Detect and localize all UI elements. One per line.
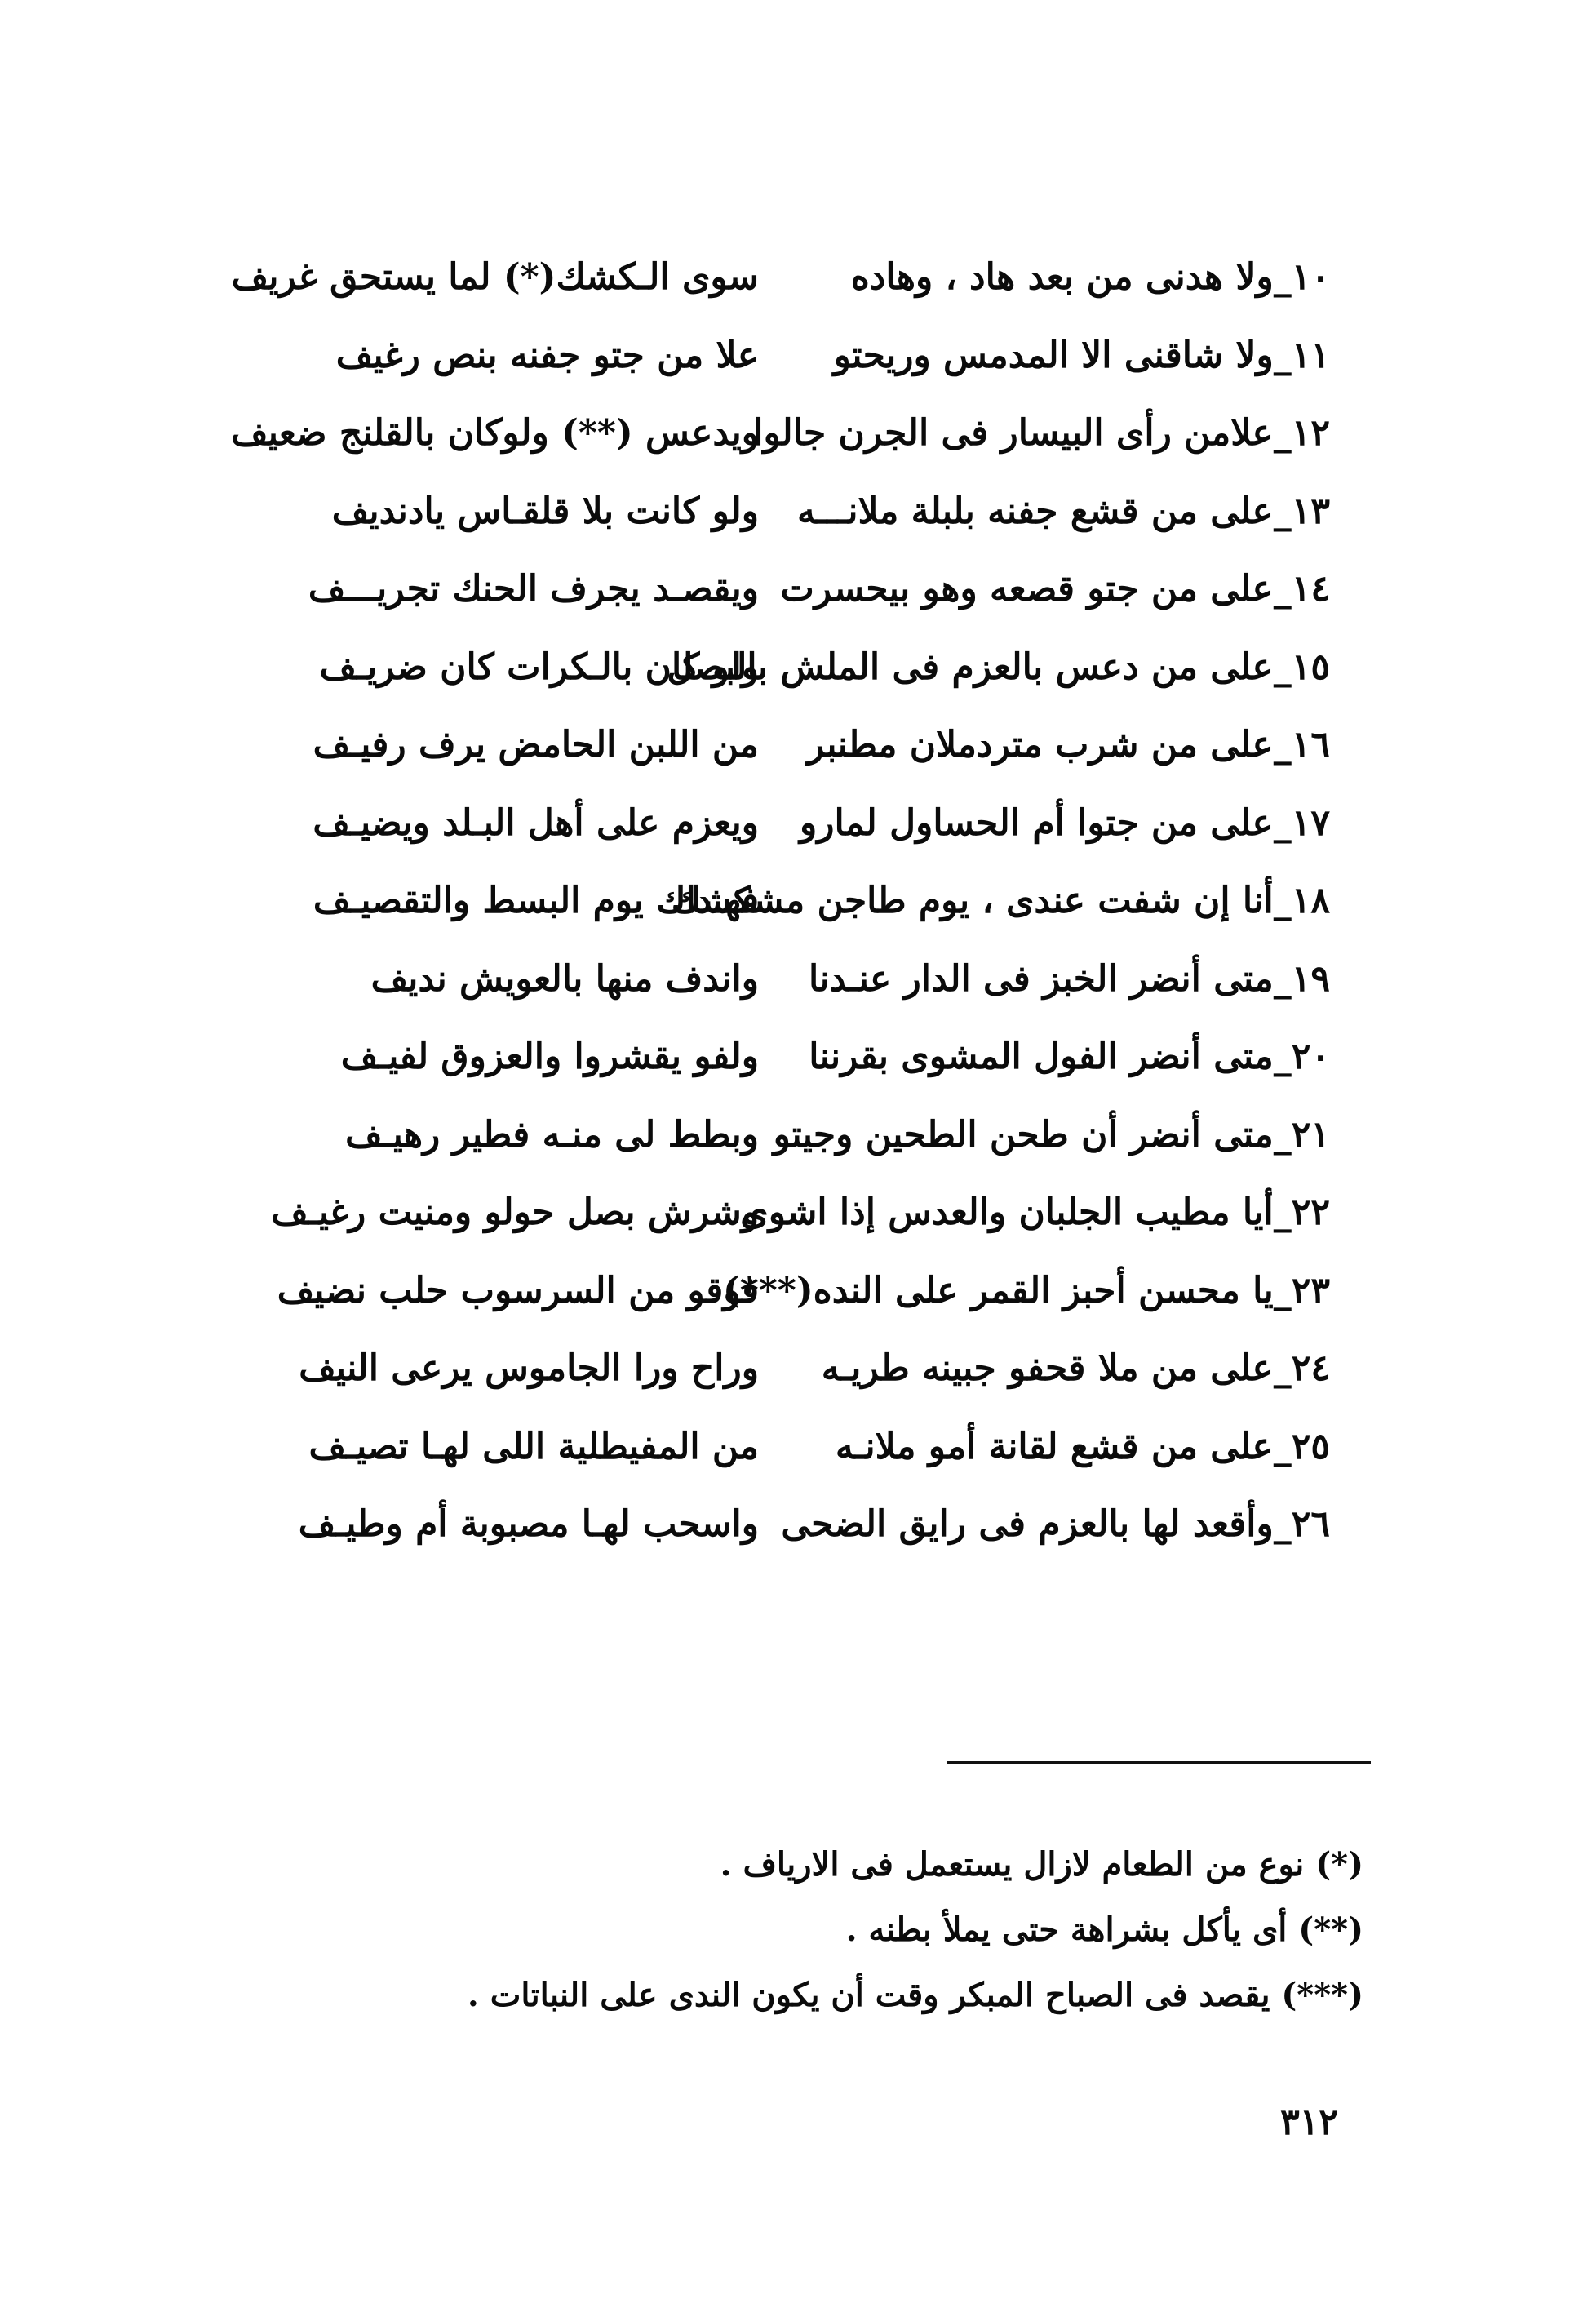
page-number: ٣١٢ — [1280, 2101, 1338, 2143]
footnote-divider — [947, 1761, 1371, 1764]
verse-second-hemistich: وراح ورا الجاموس يرعى النيف — [299, 1347, 759, 1389]
verse-second-hemistich: ويقصـد يجرف الحنك تجريـــف — [308, 568, 759, 610]
verse-second-hemistich: وشرش بصل حولو ومنيت رغيـف — [271, 1192, 759, 1233]
verse-line — [269, 643, 1330, 721]
verse-first-hemistich: ١٧_على من جتوا أم الحساول لمارو — [800, 801, 1330, 844]
verse-line — [231, 253, 1330, 331]
verse-line — [269, 487, 1330, 566]
verse-second-hemistich: ولو كانت بلا قلقـاس يادنديف — [331, 490, 759, 532]
footnotes — [384, 1832, 1363, 2028]
verse-second-hemistich: ويعزم على أهل البـلد ويضيـف — [313, 801, 759, 844]
verse-second-hemistich: فوقو من السرسوب حلب نضيف — [277, 1269, 759, 1311]
verse-second-hemistich: سوى الـكشك(*) لما يستحق غريف — [231, 256, 759, 298]
verse-line — [269, 1188, 1330, 1267]
verse-line — [269, 1111, 1330, 1189]
verse-line — [269, 876, 1330, 955]
verse-first-hemistich: ١٩_متى أنضر الخبز فى الدار عنـدنا — [809, 957, 1330, 1000]
footnote: (*) نوع من الطعام لازال يستعمل فى الارياف . — [720, 1845, 1363, 1884]
verse-first-hemistich: ٢٠_متى أنضر الفول المشوى بقرننا — [809, 1036, 1330, 1077]
verse-line — [269, 1344, 1330, 1422]
verse-first-hemistich: ٢٢_أيا مطيب الجلبان والعدس إذا اشوى — [740, 1192, 1330, 1233]
verse-first-hemistich: ١٤_على من جتو قصعه وهو بيحسرت — [780, 568, 1330, 610]
verse-first-hemistich: ٢٣_يا محسن أحبز القمر على النده(***) — [722, 1269, 1330, 1311]
verse-line — [269, 1267, 1330, 1345]
verse-line — [231, 409, 1330, 487]
verse-second-hemistich: ولفو يقشروا والعزوق لفيـف — [340, 1036, 759, 1077]
verse-second-hemistich: فهـداك يوم البسط والتقصيـف — [313, 880, 759, 921]
verse-first-hemistich: ١٦_على من شرب متردملان مطنبر — [806, 724, 1330, 766]
verse-line — [269, 1422, 1330, 1501]
verse-line — [269, 331, 1330, 410]
verse-second-hemistich: علا من جتو جفنه بنص رغيف — [335, 334, 759, 376]
footnote: (**) أى يأكل بشراهة حتى يملأ بطنه . — [845, 1910, 1363, 1949]
verse-second-hemistich: واندف منها بالعويش نديف — [370, 957, 759, 1000]
verse-first-hemistich: ١٨_أنا إن شفت عندى ، يوم طاجن مشكشك — [671, 880, 1330, 921]
verse-first-hemistich: ١٢_علامن رأى البيسار فى الجرن جالوا — [753, 412, 1330, 454]
verse-first-hemistich: ٢١_متى أنضر أن طحن الطحين وجيتو — [773, 1113, 1330, 1156]
verse-first-hemistich: ١٥_على من دعس بالعزم فى الملش بالبصل — [667, 646, 1330, 688]
verse-second-hemistich: ويدعس (**) ولوكان بالقلنج ضعيف — [231, 412, 759, 454]
verse-line — [269, 1500, 1330, 1578]
verse-second-hemistich: من المفيطلية اللى لهـا تصيـف — [308, 1425, 759, 1467]
verse-second-hemistich: واسحب لهـا مصبوبة أم وطيـف — [298, 1503, 759, 1545]
verse-second-hemistich: وبطط لى منـه فطير رهيـف — [345, 1113, 759, 1156]
verse-first-hemistich: ٢٦_وأقعد لها بالعزم فى رايق الضحى — [781, 1503, 1330, 1545]
poem-block — [231, 253, 1330, 1578]
verse-first-hemistich: ٢٥_على من قشع لقانة أمو ملانـه — [835, 1425, 1330, 1467]
verse-first-hemistich: ١١_ولا شاقنى الا المدمس وريحتو — [833, 334, 1330, 376]
verse-second-hemistich: من اللبن الحامض يرف رفيـف — [313, 724, 759, 766]
verse-line — [269, 955, 1330, 1033]
verse-line — [269, 799, 1330, 877]
verse-first-hemistich: ١٠_ولا هدنى من بعد هاد ، وهاده — [850, 256, 1330, 298]
footnote: (***) يقصد فى الصباح المبكر وقت أن يكون الندى على النباتات . — [467, 1976, 1363, 2014]
verse-line — [269, 565, 1330, 643]
verse-line — [269, 1032, 1330, 1111]
verse-second-hemistich: ولو كان بالـكرات كان ضريـف — [319, 646, 759, 688]
verse-first-hemistich: ١٣_على من قشع جفنه بلبلة ملانـــه — [796, 490, 1330, 532]
verse-first-hemistich: ٢٤_على من ملا قحفو جبينه طريـه — [821, 1347, 1330, 1389]
verse-line — [269, 721, 1330, 799]
